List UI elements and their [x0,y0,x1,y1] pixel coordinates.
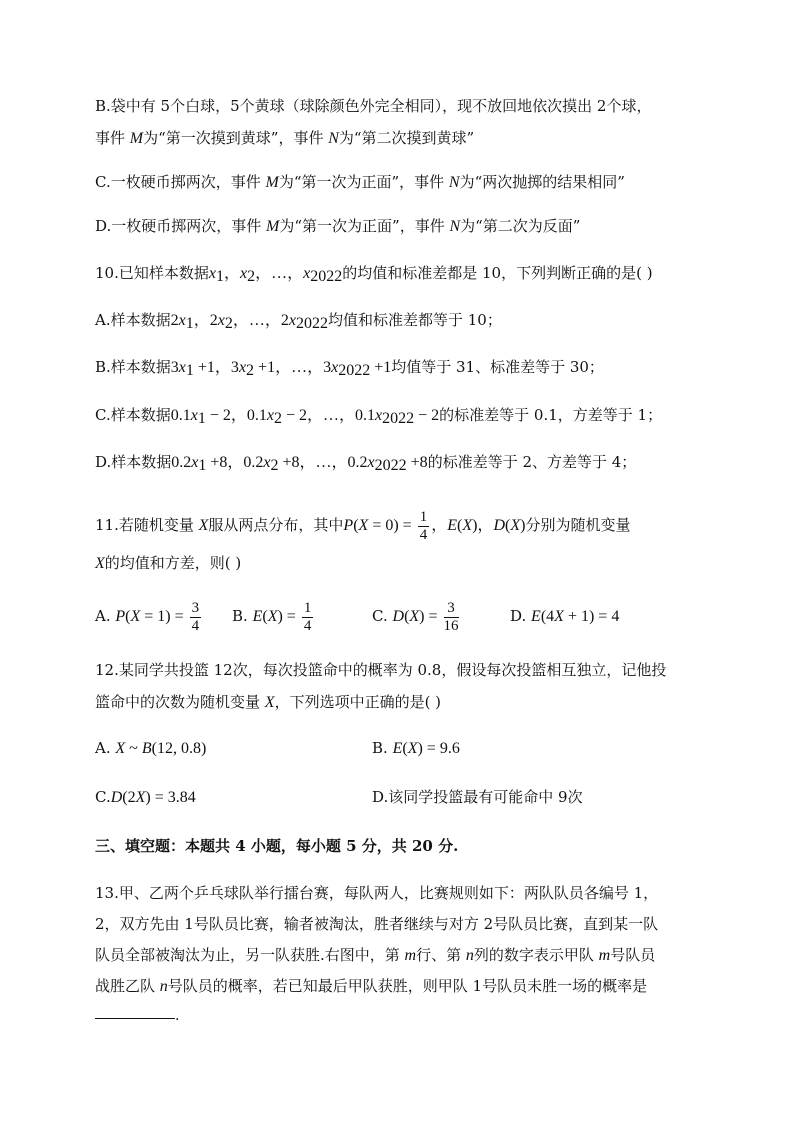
q12-option-d: D.该同学投篮最有可能命中 9次 [372,788,583,806]
q13-line4: 战胜乙队 n号队员的概率，若已知最后甲队获胜，则甲队 1号队员未胜一场的概率是 [95,977,648,995]
q12-option-c: C.D(2X) = 3.84 [95,788,196,806]
q10-stem: 10.已知样本数据$x_1$，$x_2$，…，$x_{2022}$的均值和标准差都是 10，下列判断正确的是( ) [95,264,653,285]
q10-option-a: A.样本数据$2x_1$，$2x_2$，…，$2x_{2022}$均值和标准差都等于 10； [95,311,502,332]
section-heading: 三、填空题：本题共 4 小题，每小题 5 分，共 20 分. [95,837,459,855]
q9-option-d: D.一枚硬币掷两次，事件 M为“第一次为正面”，事件 N为“第二次为反面” [95,217,581,235]
q9-option-b-line2: 事件 M为“第一次摸到黄球”，事件 N为“第二次摸到黄球” [95,129,475,147]
q13-line3: 队员全部被淘汰为止，另一队获胜.右图中，第 m行、第 n列的数字表示甲队 m号队员 [95,946,656,964]
q13-line1: 13.甲、乙两个乒乓球队举行擂台赛，每队两人，比赛规则如下：两队队员各编号 1， [95,884,659,902]
q10-option-c: C.样本数据$0.1x_1 - 2$，$0.1x_2 - 2$，…，$0.1x_{2022} - 2$的标准差等于 0.1，方差等于 1； [95,406,663,427]
q13-line2: 2，双方先由 1号队员比赛，输者被淘汰，胜者继续与对方 2号队员比赛，直到某一队 [95,915,659,933]
q11-stem-line1: 11.若随机变量 X服从两点分布，其中P(X = 0) = $\frac{1}{4}$ ，E(X)，D(X)分别为随机变量 [95,508,631,543]
q10-option-d: D.样本数据$0.2x_1 +8$，$0.2x_2 +8$，…，$0.2x_{2022} +8$的标准差等于 2、方差等于 4； [95,453,637,474]
q11-option-c: C. D(X) = $\frac{3}{16}$ [372,599,459,634]
q9-option-c: C.一枚硬币掷两次，事件 M为“第一次为正面”，事件 N为“两次抛掷的结果相同” [95,173,625,191]
q11-stem-line2: X的均值和方差，则( ) [95,554,242,572]
q12-stem-line2: 篮命中的次数为随机变量 X，下列选项中正确的是( ) [95,693,442,711]
q10-option-b: B.样本数据$3x_1 +1$，$3x_2 +1$，…，$3x_{2022} +1$均值等于 31、标准差等于 30； [95,358,604,379]
q11-option-b: B. E(X) = $\frac{1}{4}$ [232,599,312,634]
q9-option-b-line1: B.袋中有 5个白球，5个黄球（球除颜色外完全相同），现不放回地依次摸出 2个球， [95,97,652,115]
answer-blank-period: . [175,1008,180,1024]
answer-blank [95,1018,175,1019]
q12-option-b: B. E(X) = 9.6 [372,739,460,757]
q12-option-a: A. X ~ B(12, 0.8) [95,739,207,757]
q11-option-d: D. E(4X + 1) = 4 [510,607,620,625]
q11-option-a: A. P(X = 1) = $\frac{3}{4}$ [95,599,200,634]
q12-stem-line1: 12.某同学共投篮 12次，每次投篮命中的概率为 0.8，假设每次投篮相互独立，记他投 [95,661,667,679]
